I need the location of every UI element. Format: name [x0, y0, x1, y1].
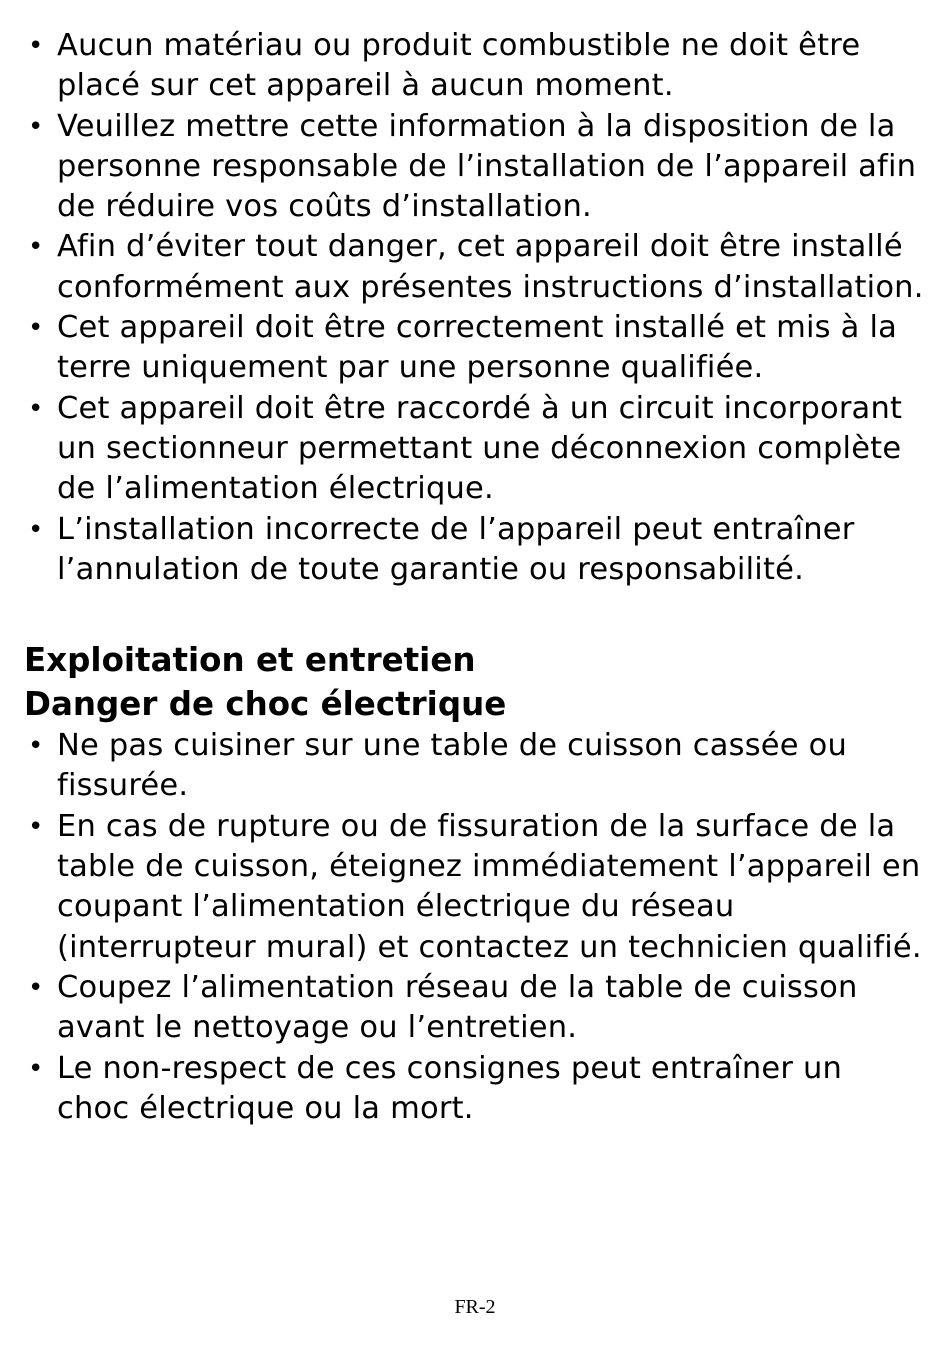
list-item — [24, 807, 924, 968]
list-item — [24, 510, 924, 591]
list-item — [24, 107, 924, 228]
safety-list — [24, 26, 924, 590]
bullet-icon: • — [28, 731, 44, 762]
bullet-icon: • — [28, 232, 44, 263]
list-item-text: Ne pas cuisiner sur une table de cuisson cassée ou fissurée. — [57, 728, 848, 804]
list-item — [24, 389, 924, 510]
list-item-text: Veuillez mettre cette information à la disposition de la personne responsable de l’installation de l’appareil afin de réduire vos coûts d’installation. — [57, 108, 917, 225]
list-item-text: L’installation incorrecte de l’appareil peut entraîner l’annulation de toute garantie ou responsabilité. — [57, 511, 855, 587]
electric-shock-list — [24, 726, 924, 1129]
bullet-icon: • — [28, 393, 44, 424]
section-subheading: Danger de choc électrique — [24, 685, 507, 724]
bullet-icon: • — [28, 31, 44, 61]
list-item — [24, 726, 924, 807]
list-item — [24, 968, 924, 1049]
list-item — [24, 1049, 924, 1130]
bullet-icon: • — [28, 1053, 44, 1084]
bullet-icon: • — [28, 811, 44, 842]
list-item-text: En cas de rupture ou de fissuration de la surface de la table de cuisson, éteignez immédiatement l’appareil en coupant l’alimentation électrique du réseau (interrupteur mural) et contactez un technicien qualifié. — [57, 808, 922, 965]
page-number: FR-2 — [454, 1296, 496, 1318]
document-page — [24, 26, 924, 1129]
list-item-text: Cet appareil doit être correctement installé et mis à la terre uniquement par une personne qualifiée. — [57, 310, 898, 386]
bullet-icon: • — [28, 972, 44, 1003]
bullet-icon: • — [28, 313, 44, 344]
list-item — [24, 26, 924, 107]
list-item-text: Cet appareil doit être raccordé à un circuit incorporant un sectionneur permettant une déconnexion complète de l’alimentation électrique. — [57, 390, 903, 507]
list-item-text: Afin d’éviter tout danger, cet appareil doit être installé conformément aux présentes instructions d’installation. — [57, 229, 924, 305]
section-heading: Exploitation et entretien — [24, 641, 476, 680]
list-item-text: Coupez l’alimentation réseau de la table de cuisson avant le nettoyage ou l’entretien. — [57, 969, 858, 1046]
bullet-icon: • — [28, 514, 44, 545]
list-item — [24, 308, 924, 389]
list-item-text: Le non-respect de ces consignes peut entraîner un choc électrique ou la mort. — [57, 1050, 843, 1126]
bullet-icon: • — [28, 111, 44, 142]
section-heading-block — [24, 638, 924, 726]
list-item-text: Aucun matériau ou produit combustible ne doit être placé sur cet appareil à aucun moment. — [57, 28, 861, 104]
list-item — [24, 227, 924, 308]
